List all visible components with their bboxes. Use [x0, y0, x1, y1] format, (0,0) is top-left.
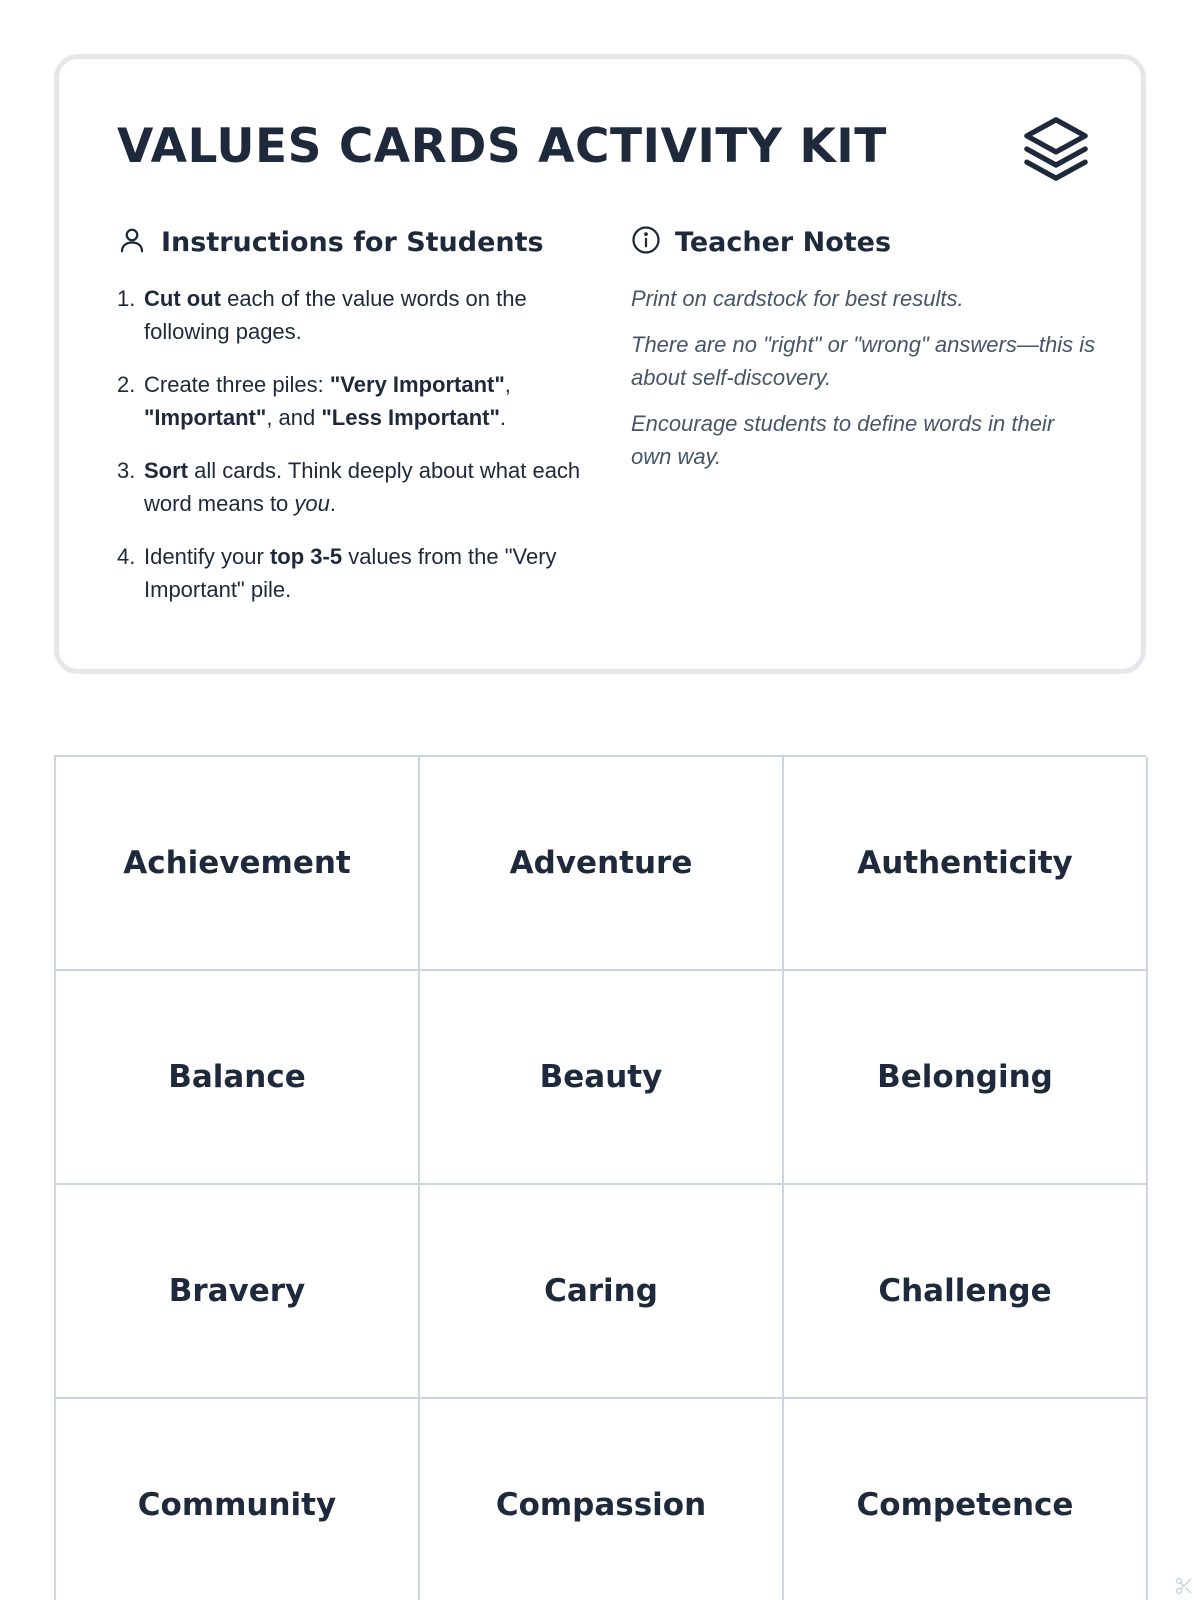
teacher-notes-section	[631, 224, 1096, 486]
instructions-section	[117, 224, 587, 626]
value-card	[56, 1185, 420, 1399]
value-card	[784, 1399, 1148, 1600]
value-word: Bravery	[168, 1273, 306, 1309]
teacher-note: There are no "right" or "wrong" answers—this is about self-discovery.	[631, 332, 1096, 390]
value-word: Competence	[856, 1487, 1074, 1523]
value-card	[784, 1185, 1148, 1399]
value-cards-grid	[54, 755, 1146, 1600]
page-title: VALUES CARDS ACTIVITY KIT	[117, 119, 887, 174]
instruction-step: 4. Identify your top 3-5 values from the "Very Important" pile.	[117, 544, 557, 602]
value-word: Caring	[544, 1273, 658, 1309]
user-icon	[117, 225, 147, 260]
value-card	[784, 757, 1148, 971]
instruction-step: 2. Create three piles: "Very Important", "Important", and "Less Important".	[117, 372, 511, 430]
value-word: Belonging	[877, 1059, 1053, 1095]
value-word: Challenge	[878, 1273, 1052, 1309]
value-card	[784, 971, 1148, 1185]
value-card	[56, 971, 420, 1185]
instructions-card	[54, 54, 1146, 674]
value-card	[56, 1399, 420, 1600]
instruction-step: 3. Sort all cards. Think deeply about what each word means to you.	[117, 458, 581, 516]
layers-icon	[1021, 114, 1091, 184]
value-word: Compassion	[495, 1487, 707, 1523]
value-word: Adventure	[509, 845, 693, 881]
teacher-notes-heading: Teacher Notes	[675, 226, 892, 258]
instruction-step: 1. Cut out each of the value words on the following pages.	[117, 286, 527, 344]
teacher-notes-list	[631, 282, 1096, 473]
instructions-header	[117, 224, 587, 260]
instructions-heading: Instructions for Students	[161, 226, 544, 258]
value-card	[420, 971, 784, 1185]
value-card	[420, 1399, 784, 1600]
value-card	[420, 757, 784, 971]
teacher-note: Print on cardstock for best results.	[631, 286, 964, 311]
value-word: Achievement	[123, 845, 351, 881]
value-word: Balance	[168, 1059, 306, 1095]
instructions-list	[117, 282, 587, 606]
info-icon	[631, 225, 661, 260]
value-word: Community	[137, 1487, 337, 1523]
teacher-note: Encourage students to define words in their own way.	[631, 411, 1055, 469]
value-word: Authenticity	[857, 845, 1073, 881]
value-card	[56, 757, 420, 971]
value-card	[420, 1185, 784, 1399]
teacher-notes-header	[631, 224, 1096, 260]
scissors-icon	[1174, 1576, 1194, 1596]
value-word: Beauty	[539, 1059, 663, 1095]
